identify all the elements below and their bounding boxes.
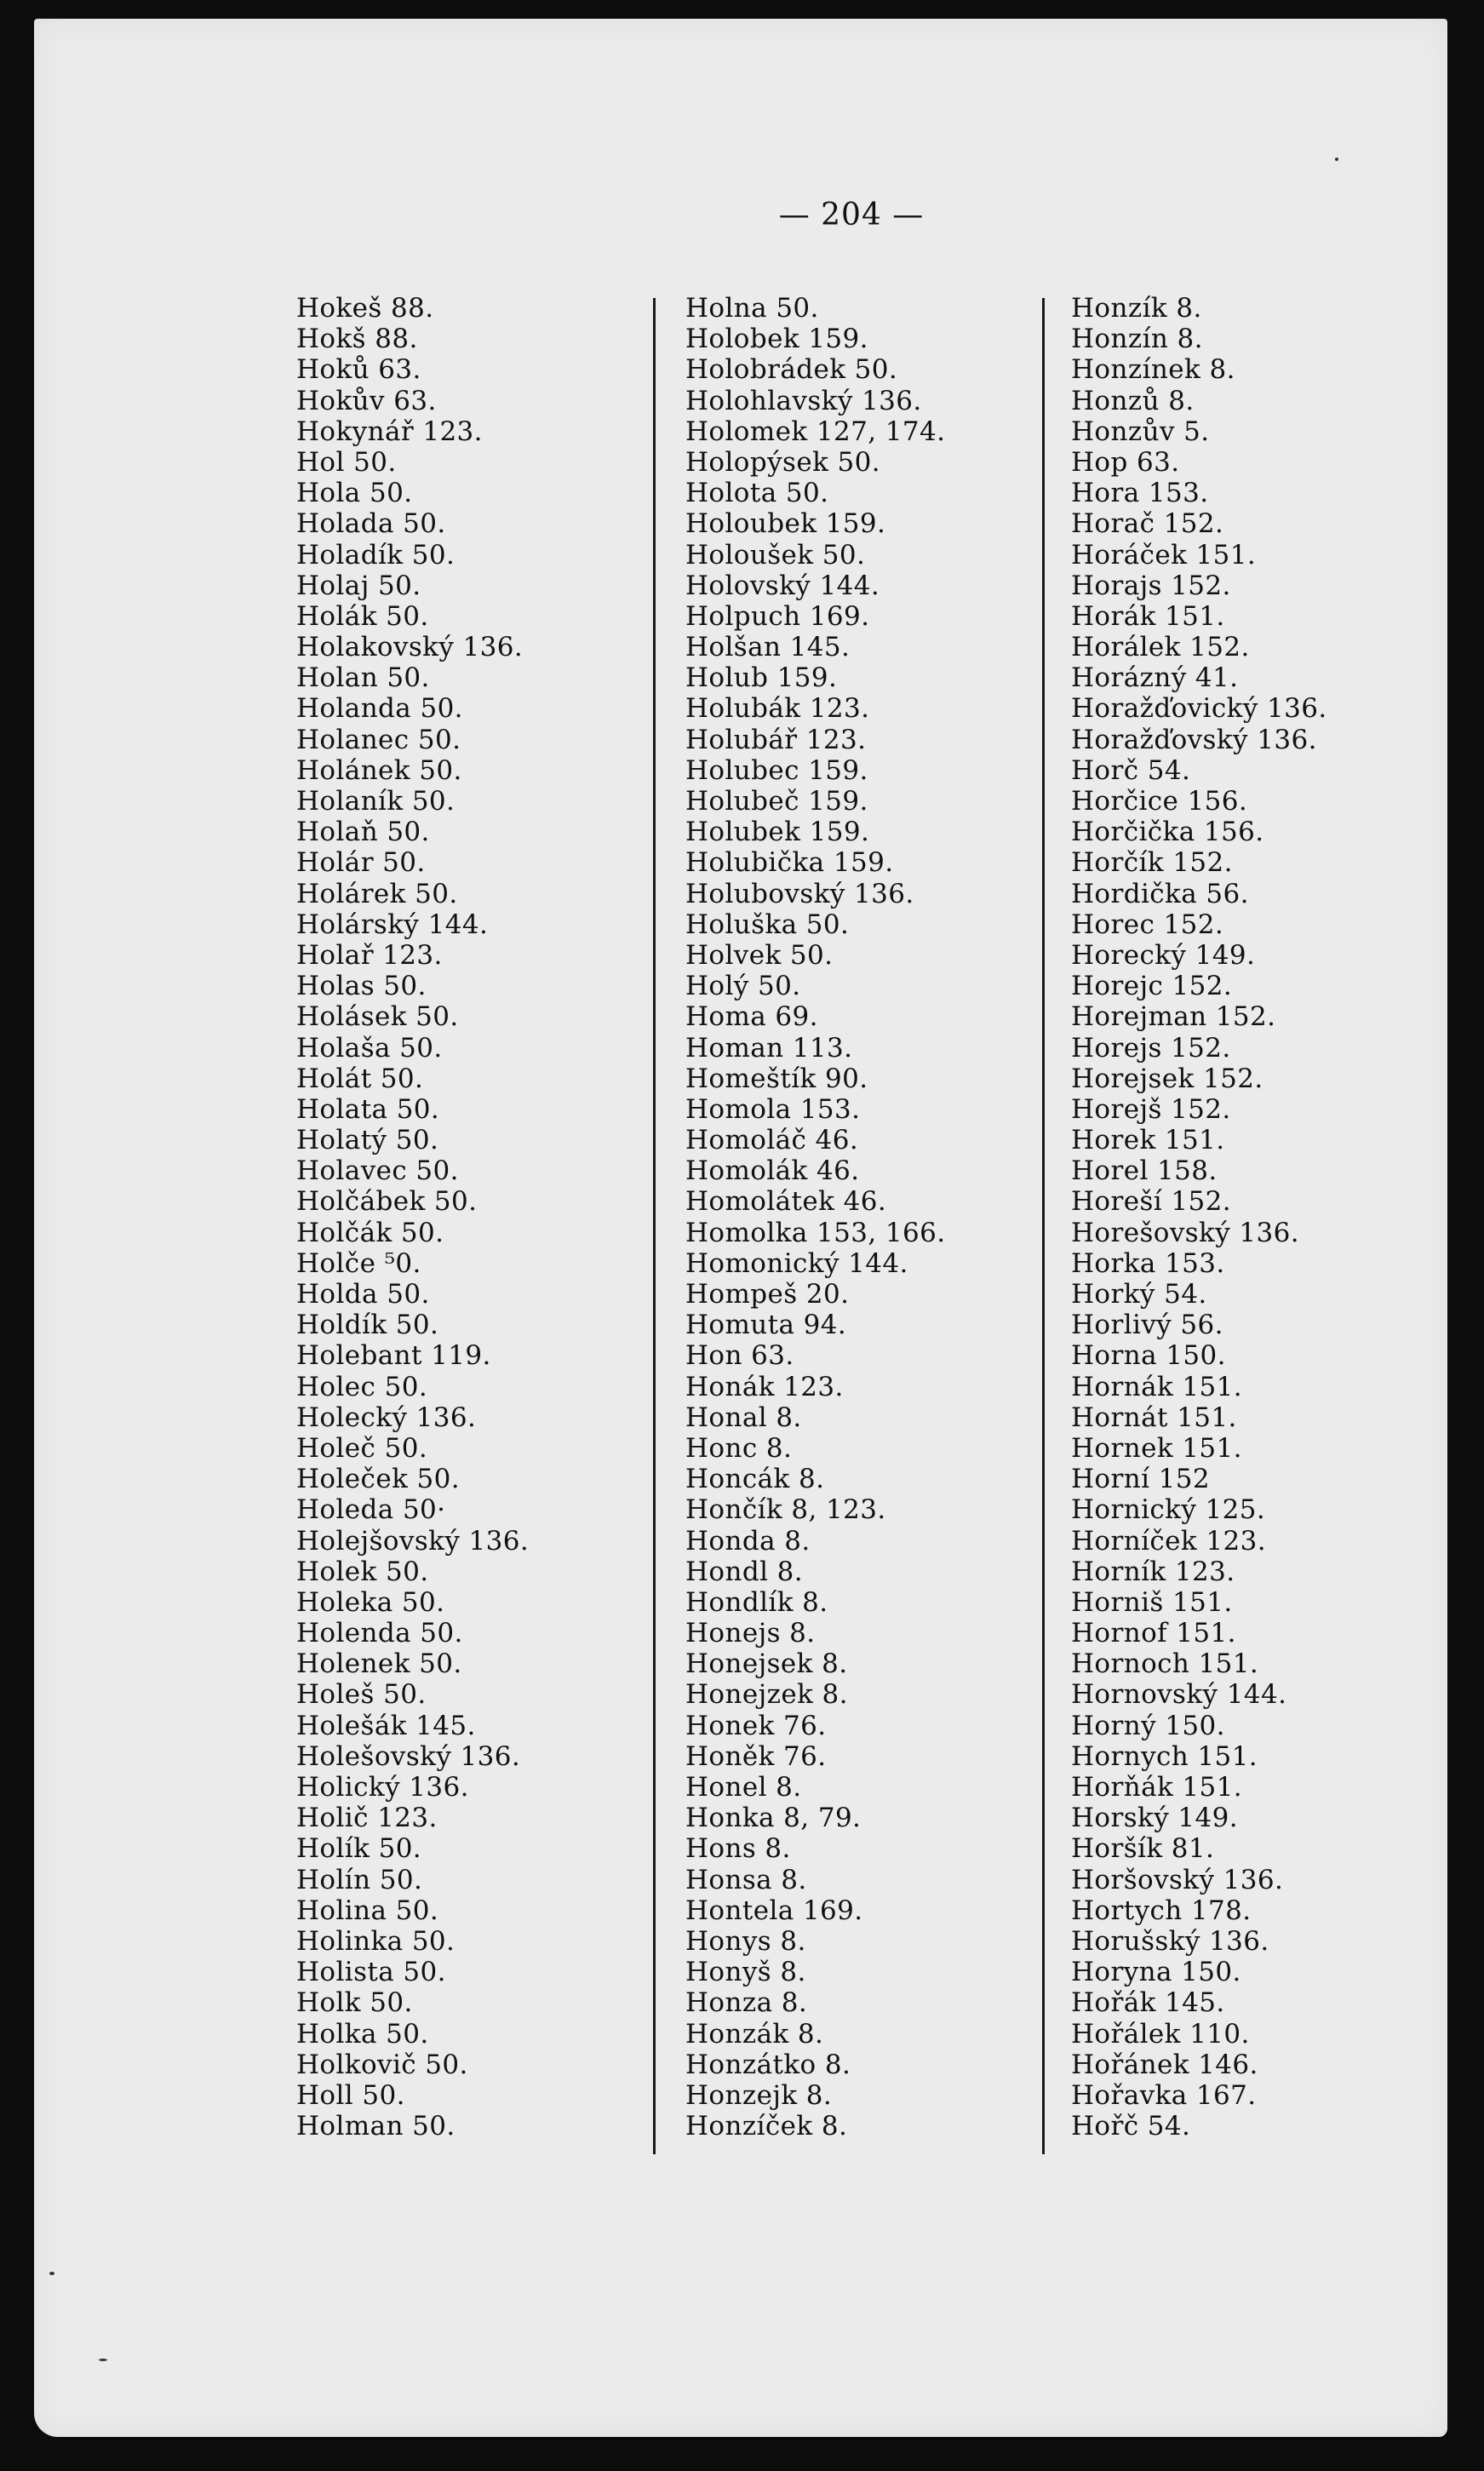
- index-entry: Holakovský 136.: [296, 632, 524, 663]
- index-entry: Horešovský 136.: [1071, 1217, 1300, 1248]
- index-entry: Homonický 144.: [685, 1247, 908, 1279]
- index-entry: Honek 76.: [685, 1710, 827, 1741]
- index-entry: Hon 63.: [685, 1340, 794, 1372]
- index-entry: Holdík 50.: [296, 1310, 439, 1341]
- index-entry: Hordička 56.: [1071, 878, 1249, 909]
- index-entry: Holánek 50.: [296, 754, 462, 786]
- index-entry: Holubek 159.: [685, 817, 870, 848]
- index-entry: Horyna 150.: [1071, 1957, 1241, 1988]
- index-entry: Hondl 8.: [685, 1556, 804, 1587]
- index-entry: Horný 150.: [1071, 1710, 1225, 1741]
- index-entry: Holejšovský 136.: [296, 1525, 530, 1557]
- index-entry: Holec 50.: [296, 1371, 428, 1402]
- index-column-1: [296, 293, 628, 2141]
- index-entry: Horel 158.: [1071, 1155, 1218, 1187]
- index-entry: Horák 151.: [1071, 600, 1225, 632]
- index-entry: Horušský 136.: [1071, 1925, 1269, 1957]
- index-entry: Holát 50.: [296, 1063, 424, 1094]
- index-entry: Horšovský 136.: [1071, 1864, 1284, 1895]
- index-entry: Honcák 8.: [685, 1464, 825, 1495]
- index-entry: Holešovský 136.: [296, 1740, 521, 1772]
- index-entry: Homan 113.: [685, 1032, 853, 1064]
- index-entry: Holecký 136.: [296, 1402, 477, 1433]
- page-number: — 204 —: [778, 198, 925, 232]
- index-entry: Horník 123.: [1071, 1556, 1235, 1587]
- index-entry: Hornych 151.: [1071, 1740, 1258, 1772]
- index-entry: Holadík 50.: [296, 539, 456, 570]
- index-entry: Hortych 178.: [1071, 1895, 1252, 1926]
- index-entry: Holešák 145.: [296, 1710, 476, 1741]
- index-entry: Horažďovický 136.: [1071, 693, 1327, 725]
- index-entry: Holata 50.: [296, 1093, 440, 1125]
- scan-speck: [99, 2359, 107, 2361]
- index-entry: Honzíček 8.: [685, 2111, 848, 2142]
- index-entry: Honyš 8.: [685, 1957, 806, 1988]
- index-entry: Homolátek 46.: [685, 1186, 887, 1218]
- index-entry: Horálek 152.: [1071, 632, 1250, 663]
- index-entry: Hokš 88.: [296, 324, 418, 355]
- index-entry: Holvek 50.: [685, 939, 834, 971]
- index-entry: Horčice 156.: [1071, 786, 1248, 817]
- index-entry: Honejsek 8.: [685, 1648, 848, 1680]
- index-entry: Horč 54.: [1071, 754, 1191, 786]
- index-entry: Horna 150.: [1071, 1340, 1226, 1372]
- index-entry: Horek 151.: [1071, 1125, 1225, 1156]
- index-column-2: [685, 293, 1026, 2141]
- index-entry: Horčík 152.: [1071, 847, 1233, 879]
- index-entry: Holan 50.: [296, 662, 430, 694]
- index-entry: Holenek 50.: [296, 1648, 462, 1680]
- index-entry: Homuta 94.: [685, 1310, 847, 1341]
- index-entry: Holeš 50.: [296, 1679, 427, 1711]
- index-entry: Holárský 144.: [296, 909, 489, 940]
- index-entry: Homeštík 90.: [685, 1063, 868, 1094]
- index-entry: Holubička 159.: [685, 847, 894, 879]
- index-entry: Holický 136.: [296, 1772, 469, 1803]
- index-entry: Honys 8.: [685, 1925, 806, 1957]
- index-entry: Holomek 127, 174.: [685, 416, 946, 447]
- scan-speck: [1335, 158, 1338, 161]
- index-entry: Holenda 50.: [296, 1618, 463, 1649]
- index-entry: Honzejk 8.: [685, 2079, 833, 2111]
- index-entry: Holaň 50.: [296, 817, 430, 848]
- index-entry: Homola 153.: [685, 1093, 861, 1125]
- index-entry: Hornof 151.: [1071, 1618, 1236, 1649]
- column-divider: [653, 298, 656, 2154]
- index-entry: Holka 50.: [296, 2018, 429, 2050]
- index-entry: Honzík 8.: [1071, 293, 1202, 324]
- index-entry: Holčábek 50.: [296, 1186, 478, 1218]
- index-entry: Honc 8.: [685, 1432, 793, 1464]
- index-entry: Holeda 50·: [296, 1494, 446, 1526]
- index-entry: Hondlík 8.: [685, 1586, 828, 1618]
- index-entry: Holovský 144.: [685, 570, 880, 601]
- index-entry: Horka 153.: [1071, 1247, 1225, 1279]
- index-entry: Holoušek 50.: [685, 539, 866, 570]
- index-entry: Honěk 76.: [685, 1740, 827, 1772]
- index-entry: Holohlavský 136.: [685, 385, 922, 416]
- index-entry: Hořavka 167.: [1071, 2079, 1257, 2111]
- index-entry: Hornoch 151.: [1071, 1648, 1259, 1680]
- index-entry: Holl 50.: [296, 2079, 405, 2111]
- index-entry: Holista 50.: [296, 1957, 446, 1988]
- index-entry: Holín 50.: [296, 1864, 423, 1895]
- index-entry: Hol 50.: [296, 446, 397, 478]
- index-entry: Horecký 149.: [1071, 939, 1256, 971]
- index-entry: Honza 8.: [685, 1987, 808, 2019]
- index-entry: Holuška 50.: [685, 909, 850, 940]
- index-entry: Holár 50.: [296, 847, 426, 879]
- index-entry: Holatý 50.: [296, 1125, 439, 1156]
- index-entry: Holaša 50.: [296, 1032, 443, 1064]
- index-entry: Honejs 8.: [685, 1618, 816, 1649]
- index-entry: Holásek 50.: [296, 1001, 459, 1033]
- index-entry: Hořák 145.: [1071, 1987, 1225, 2019]
- index-entry: Holý 50.: [685, 971, 801, 1002]
- index-entry: Holubák 123.: [685, 693, 870, 725]
- index-entry: Honzák 8.: [685, 2018, 824, 2050]
- index-entry: Holna 50.: [685, 293, 819, 324]
- index-entry: Holpuch 169.: [685, 600, 870, 632]
- index-entry: Honzín 8.: [1071, 324, 1203, 355]
- index-entry: Homolák 46.: [685, 1155, 860, 1187]
- index-entry: Holkovič 50.: [296, 2049, 468, 2080]
- index-entry: Holman 50.: [296, 2111, 456, 2142]
- index-entry: Hola 50.: [296, 478, 413, 509]
- index-entry: Holaj 50.: [296, 570, 421, 601]
- index-entry: Homolka 153, 166.: [685, 1217, 946, 1248]
- index-entry: Holárek 50.: [296, 878, 458, 909]
- index-entry: Homa 69.: [685, 1001, 818, 1033]
- index-entry: Honzů 8.: [1071, 385, 1195, 416]
- index-entry: Holeka 50.: [296, 1586, 445, 1618]
- index-entry: Honda 8.: [685, 1525, 811, 1557]
- index-entry: Hons 8.: [685, 1833, 791, 1865]
- index-entry: Holas 50.: [296, 971, 427, 1002]
- index-entry: Hořánek 146.: [1071, 2049, 1258, 2080]
- index-entry: Horejman 152.: [1071, 1001, 1276, 1033]
- index-entry: Hořč 54.: [1071, 2111, 1191, 2142]
- index-entry: Hoků 63.: [296, 354, 421, 386]
- index-entry: Horčička 156.: [1071, 817, 1264, 848]
- index-entry: Honka 8, 79.: [685, 1803, 862, 1834]
- index-entry: Holaník 50.: [296, 786, 456, 817]
- index-entry: Hořálek 110.: [1071, 2018, 1250, 2050]
- index-entry: Hop 63.: [1071, 446, 1180, 478]
- index-entry: Holče ⁵0.: [296, 1247, 421, 1279]
- index-entry: Holebant 119.: [296, 1340, 491, 1372]
- index-entry: Honsa 8.: [685, 1864, 807, 1895]
- index-entry: Holobrádek 50.: [685, 354, 898, 386]
- index-entry: Horejc 152.: [1071, 971, 1233, 1002]
- index-entry: Hornát 151.: [1071, 1402, 1237, 1433]
- index-entry: Honejzek 8.: [685, 1679, 848, 1711]
- index-entry: Horní 152: [1071, 1464, 1211, 1495]
- index-entry: Holák 50.: [296, 600, 429, 632]
- index-entry: Hornický 125.: [1071, 1494, 1266, 1526]
- index-entry: Holobek 159.: [685, 324, 868, 355]
- index-entry: Horejsek 152.: [1071, 1063, 1263, 1094]
- index-entry: Horajs 152.: [1071, 570, 1231, 601]
- index-entry: Horšík 81.: [1071, 1833, 1215, 1865]
- index-entry: Holinka 50.: [296, 1925, 456, 1957]
- index-entry: Honzátko 8.: [685, 2049, 851, 2080]
- index-entry: Hora 153.: [1071, 478, 1209, 509]
- index-entry: Hončík 8, 123.: [685, 1494, 886, 1526]
- index-entry: Honák 123.: [685, 1371, 844, 1402]
- index-entry: Holina 50.: [296, 1895, 439, 1926]
- index-entry: Holanec 50.: [296, 724, 461, 755]
- index-entry: Honzův 5.: [1071, 416, 1210, 447]
- index-entry: Hornek 151.: [1071, 1432, 1242, 1464]
- index-entry: Horlivý 56.: [1071, 1310, 1223, 1341]
- index-entry: Horáček 151.: [1071, 539, 1257, 570]
- index-entry: Horažďovský 136.: [1071, 724, 1317, 755]
- index-entry: Horniš 151.: [1071, 1586, 1233, 1618]
- index-entry: Horský 149.: [1071, 1803, 1239, 1834]
- index-entry: Holek 50.: [296, 1556, 429, 1587]
- index-entry: Holota 50.: [685, 478, 829, 509]
- index-entry: Holda 50.: [296, 1279, 430, 1310]
- index-entry: Homoláč 46.: [685, 1125, 859, 1156]
- index-entry: Hornovský 144.: [1071, 1679, 1287, 1711]
- index-entry: Horký 54.: [1071, 1279, 1207, 1310]
- index-entry: Hontela 169.: [685, 1895, 863, 1926]
- column-divider: [1042, 298, 1045, 2154]
- index-entry: Hokynář 123.: [296, 416, 483, 447]
- index-entry: Holař 123.: [296, 939, 443, 971]
- index-entry: Horač 152.: [1071, 508, 1224, 540]
- index-entry: Hornák 151.: [1071, 1371, 1243, 1402]
- index-entry: Holavec 50.: [296, 1155, 459, 1187]
- index-entry: Horníček 123.: [1071, 1525, 1266, 1557]
- index-entry: Horejs 152.: [1071, 1032, 1231, 1064]
- index-entry: Honzínek 8.: [1071, 354, 1235, 386]
- index-entry: Holada 50.: [296, 508, 446, 540]
- index-entry: Holeček 50.: [296, 1464, 461, 1495]
- index-column-3: [1071, 293, 1429, 2141]
- index-entry: Holič 123.: [296, 1803, 438, 1834]
- index-entry: Holčák 50.: [296, 1217, 444, 1248]
- index-entry: Holubovský 136.: [685, 878, 914, 909]
- index-entry: Holanda 50.: [296, 693, 463, 725]
- index-entry: Holšan 145.: [685, 632, 851, 663]
- index-entry: Holub 159.: [685, 662, 838, 694]
- index-entry: Holoubek 159.: [685, 508, 886, 540]
- index-entry: Holopýsek 50.: [685, 446, 881, 478]
- index-entry: Holeč 50.: [296, 1432, 428, 1464]
- index-entry: Horec 152.: [1071, 909, 1224, 940]
- index-entry: Holík 50.: [296, 1833, 422, 1865]
- index-entry: Holubář 123.: [685, 724, 867, 755]
- index-entry: Hompeš 20.: [685, 1279, 850, 1310]
- index-entry: Holk 50.: [296, 1987, 413, 2019]
- index-entry: Hokův 63.: [296, 385, 437, 416]
- index-entry: Horázný 41.: [1071, 662, 1239, 694]
- index-entry: Hokeš 88.: [296, 293, 434, 324]
- index-entry: Horeší 152.: [1071, 1186, 1231, 1218]
- index-entry: Horejš 152.: [1071, 1093, 1231, 1125]
- index-entry: Honal 8.: [685, 1402, 802, 1433]
- index-entry: Holubec 159.: [685, 754, 868, 786]
- scan-speck: [49, 2272, 54, 2275]
- index-entry: Horňák 151.: [1071, 1772, 1243, 1803]
- index-entry: Honel 8.: [685, 1772, 802, 1803]
- index-entry: Holubeč 159.: [685, 786, 868, 817]
